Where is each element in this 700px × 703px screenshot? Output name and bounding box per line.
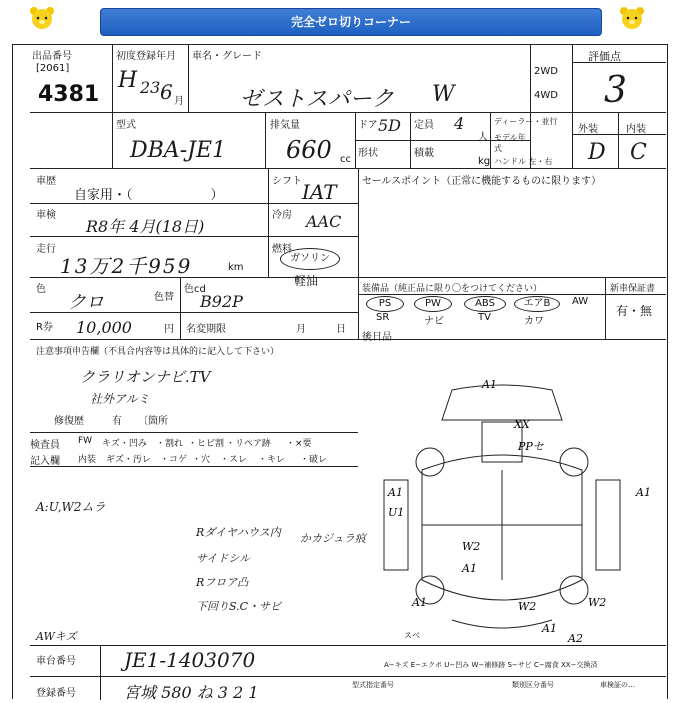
color-label: 色 — [36, 284, 46, 295]
inspector-row1-1: キズ・凹み — [102, 439, 147, 449]
chassis-number: JE1-1403070 — [124, 648, 256, 672]
bear-mascot-icon-right — [618, 6, 646, 30]
sales-point-label: セールスポイント（正常に機能するものに限ります） — [362, 176, 602, 187]
doors-label: ドア — [358, 120, 378, 131]
displacement-unit: cc — [340, 154, 351, 165]
footer-c3: 車検証の… — [600, 681, 635, 689]
capacity-unit: 人 — [478, 132, 488, 143]
mileage-label: 走行 — [36, 244, 56, 255]
load-label: 積載 — [414, 148, 434, 159]
inspector-row1-0: FW — [78, 436, 93, 446]
dealer-label: ディーラー・並行 — [494, 117, 558, 126]
body-shape-label: 形状 — [358, 148, 378, 159]
repair-place: 〔箇所 — [138, 416, 168, 427]
drive-4wd: 4WD — [534, 90, 558, 101]
notes-line1: クラリオンナビ.TV — [80, 368, 211, 386]
rear-items-label: 後日品 — [362, 332, 392, 343]
diagram-u1: U1 — [388, 506, 405, 519]
inspector-row2-0: 内装 — [78, 455, 97, 465]
page-title: 完全ゼロ切りコーナー — [100, 8, 602, 36]
mileage: 13万2千959 — [60, 254, 193, 278]
warranty: 有・無 — [616, 304, 653, 318]
inspector-label2: 記入欄 — [30, 456, 60, 467]
equipment-aw: AW — [572, 296, 589, 307]
inspector-row2-2: ・コゲ — [160, 455, 188, 465]
lot-label: 出品番号 — [32, 51, 72, 62]
footer-c1: 型式指定番号 — [352, 681, 394, 689]
bear-mascot-icon — [28, 6, 56, 30]
fuel-selected: ガソリン — [280, 248, 340, 270]
inspector-note-5: 下回りS.C・サビ — [196, 600, 282, 613]
equipment-label: 装備品（純正品に限り〇をつけてください） — [362, 284, 543, 294]
car-damage-diagram — [382, 380, 666, 644]
inspector-row2-4: ・スレ — [220, 455, 248, 465]
registration-label: 登録番号 — [36, 688, 76, 699]
interior-label: 内装 — [626, 124, 646, 135]
diagram-suvo: スベ — [404, 631, 420, 640]
inspector-row2-1: ギズ・汚レ — [106, 455, 151, 465]
fuel-label: 燃料 — [272, 244, 292, 255]
drive-2wd: 2WD — [534, 66, 558, 77]
inspector-note-4: Rフロア凸 — [196, 576, 249, 589]
diagram-a1-top: A1 — [482, 380, 497, 391]
model-name-label: 車名・グレード — [192, 51, 262, 62]
usage: 自家用・（ ） — [74, 188, 224, 203]
lot-code: [2061] — [36, 63, 70, 74]
inspector-note-6: AWキズ — [36, 630, 77, 643]
inspector-row1-4: ・リペア跡 — [226, 439, 271, 449]
shift: IAT — [302, 180, 337, 204]
diagram-a1-right: A1 — [636, 486, 651, 499]
notes-line2: 社外アルミ — [90, 392, 150, 406]
recycle: 10,000 — [76, 318, 132, 337]
reg-era: H — [118, 68, 138, 93]
load-unit: kg — [478, 156, 491, 167]
equipment-leather: カワ — [524, 316, 544, 327]
diagram-a1-br: A1 — [542, 622, 557, 635]
score-value: 3 — [604, 70, 627, 111]
inspector-row2-3: ・穴 — [192, 455, 211, 465]
recycle-unit: 円 — [164, 324, 174, 335]
model-type-label: 型式 — [116, 120, 136, 131]
inspector-row1-3: ・ヒビ割 — [188, 439, 225, 449]
chassis-label: 車台番号 — [36, 656, 76, 667]
reg-month: 6 — [160, 80, 173, 104]
warranty-label: 新車保証書 — [610, 284, 656, 294]
name-change-label: 名変期限 — [186, 324, 226, 335]
interior-score: C — [630, 140, 647, 165]
reg-month-unit: 月 — [174, 96, 184, 107]
equipment-tv: TV — [478, 312, 491, 323]
diagram-ppse: PPセ — [518, 440, 544, 453]
equipment-airbag: エアB — [514, 296, 560, 312]
score-label: 評価点 — [588, 50, 621, 63]
notes-label: 注意事項申告欄（不具合内容等は具体的に記入して下さい） — [36, 347, 280, 357]
reg-year-label: 初度登録年月 — [116, 51, 176, 62]
inspection-label: 車検 — [36, 210, 56, 221]
diagram-w2-left: W2 — [462, 540, 481, 553]
equipment-sr: SR — [376, 312, 390, 323]
exterior-label: 外装 — [578, 124, 598, 135]
doors: 5D — [378, 116, 402, 135]
repair-label: 修復歴 — [54, 416, 84, 427]
inspector-row2-6: ・破レ — [300, 455, 328, 465]
recycle-label: R券 — [36, 322, 53, 333]
color-code-label: 色cd — [184, 284, 206, 295]
inspector-note-2: Rダイヤハウス内 — [196, 526, 281, 539]
diagram-a1-bl: A1 — [412, 596, 427, 609]
lot-number: 4381 — [38, 82, 100, 107]
diagram-a2: A2 — [568, 632, 583, 644]
diagram-xx: XX — [514, 418, 530, 431]
inspector-row1-2: ・割れ — [156, 439, 184, 449]
diagram-a1-bottom: A1 — [462, 562, 477, 575]
footer-c2: 類別区分番号 — [512, 681, 554, 689]
inspector-row2-5: ・キレ — [258, 455, 285, 465]
handle-label: ハンドル 左・右 — [494, 157, 553, 166]
model-year-label: モデル年式 — [494, 133, 526, 153]
diagram-a1-left: A1 — [388, 486, 403, 499]
reg-year: 23 — [140, 78, 161, 97]
color: クロ — [68, 292, 104, 313]
fuel-other: 軽油 — [294, 274, 319, 288]
inspector-note-1: A:U,W2ムラ — [36, 500, 106, 514]
displacement: 660 — [286, 136, 332, 164]
exterior-score: D — [588, 140, 606, 165]
displacement-label: 排気量 — [270, 120, 300, 131]
capacity: 4 — [454, 114, 465, 133]
color-change-label: 色替 — [154, 292, 174, 303]
shift-label: シフト — [272, 176, 302, 187]
equipment-pw: PW — [414, 296, 452, 312]
model-type: DBA-JE1 — [130, 138, 227, 163]
capacity-label: 定員 — [414, 120, 434, 131]
damage-legend: A−キズ E−エクボ U−凹み W−補修跡 S−サビ C−腐食 XX−交換済 — [384, 661, 598, 669]
equipment-navi: ナビ — [424, 316, 444, 327]
inspection: R8年 4月(18日) — [86, 217, 205, 236]
name-change-day: 日 — [336, 324, 346, 335]
diagram-w2-mid: W2 — [518, 600, 537, 613]
mileage-unit: km — [228, 262, 244, 273]
usage-label: 車歴 — [36, 176, 56, 187]
repair-value: 有 — [112, 416, 122, 427]
ac-label: 冷房 — [272, 210, 292, 221]
equipment-abs: ABS — [464, 296, 506, 312]
diagram-w2-right: W2 — [588, 596, 607, 609]
grade: W — [432, 82, 455, 107]
ac: AAC — [306, 212, 342, 231]
inspector-row1-5: ・×要 — [286, 439, 312, 449]
name-change-month: 月 — [296, 324, 306, 335]
registration-number: 宮城 580 ね 3 2 1 — [124, 683, 259, 702]
inspector-note-2b: かカジュラ痕 — [300, 532, 366, 545]
inspector-label: 検査員 — [30, 440, 60, 451]
equipment-ps: PS — [366, 296, 404, 312]
color-code: B92P — [200, 292, 243, 311]
inspector-note-3: サイドシル — [196, 552, 250, 565]
model-name: ゼストスパーク — [240, 87, 394, 112]
